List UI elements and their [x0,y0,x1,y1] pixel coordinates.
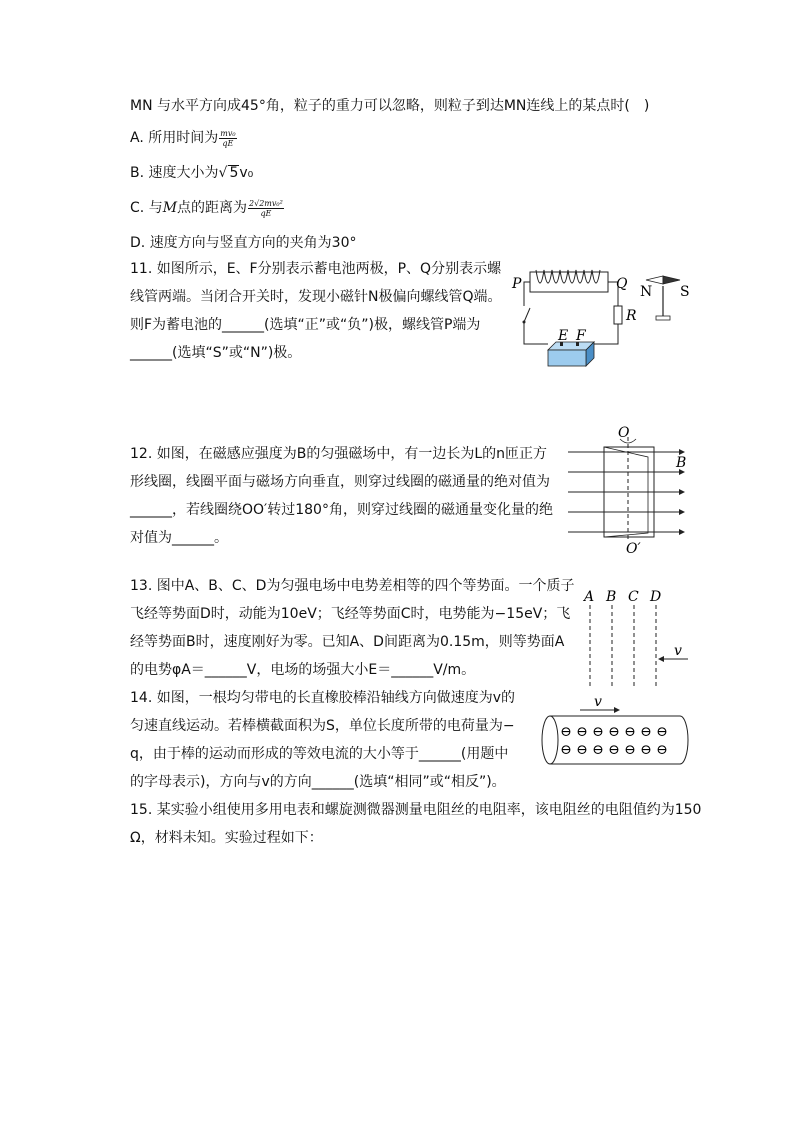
svg-text:⊖: ⊖ [608,742,620,758]
svg-text:⊖: ⊖ [560,724,572,740]
q12-magnetic-field-figure [564,425,698,557]
label-b: B [676,455,687,471]
option-b-label: B. [130,165,145,181]
label-n: N [640,284,653,300]
battery [548,342,594,366]
q14-line-4: 的字母表示)，方向与v的方向______(选填“相同”或“相反”)。 [130,774,506,790]
q10-option-a [130,128,237,148]
label-o-prime: O′ [626,541,641,557]
svg-text:⊖: ⊖ [656,742,668,758]
q14-line-2: 匀速直线运动。若棒横截面积为S，单位长度所带的电荷量为− [130,718,515,734]
option-c-var: M [162,200,178,216]
q12-line-3: ______，若线圈绕OO′转过180°角，则穿过线圈的磁通量变化量的绝 [130,502,553,518]
q10-stem: MN 与水平方向成45°角，粒子的重力可以忽略，则粒子到达MN连线上的某点时( ) [130,98,650,114]
svg-text:⊖: ⊖ [656,724,668,740]
svg-text:⊖: ⊖ [576,724,588,740]
field-lines [568,452,687,532]
q11-line-3: 则F为蓄电池的______(选填“正”或“负”)极，螺线管P端为 [130,317,481,333]
q11-circuit-figure [508,262,704,370]
switch-contact [523,321,526,324]
svg-text:⊖: ⊖ [592,742,604,758]
negative-charges [560,724,668,758]
equipotential-surfaces [590,605,656,689]
option-d-label: D. [130,235,146,251]
q13-line-4: 的电势φA＝______V，电场的场强大小E＝______V/m。 [130,662,476,678]
q12-line-1: 12. 如图，在磁感应强度为B的匀强磁场中，有一边长为L的n匝正方 [130,446,547,462]
switch [524,308,530,322]
svg-text:⊖: ⊖ [640,724,652,740]
velocity-arrowhead [658,656,664,662]
option-a-label: A. [130,130,144,146]
svg-text:⊖: ⊖ [592,724,604,740]
q10-option-c [130,198,284,218]
q11-line-4: ______(选填“S”或“N”)极。 [130,345,302,361]
option-c-text-after: 点的距离为 [177,200,248,216]
q15-line-1: 15. 某实验小组使用多用电表和螺旋测微器测量电阻丝的电阻率，该电阻丝的电阻值约为150 [130,802,702,818]
q13-line-3: 经等势面B时，速度刚好为零。已知A、D间距离为0.15m，则等势面A [130,634,565,650]
option-b-radicand: 5 [229,165,239,181]
label-d: D [650,589,662,605]
option-a-text: 所用时间为 [148,130,219,146]
q14-line-3: q，由于棒的运动而形成的等效电流的大小等于______(用题中 [130,746,509,762]
label-v: v [594,694,602,710]
q14-line-1: 14. 如图，一根均匀带电的长直橡胶棒沿轴线方向做速度为v的 [130,690,515,706]
q13-equipotential-figure [578,585,690,695]
option-b-text: 速度大小为 [148,165,219,181]
q10-option-b: B. 速度大小为√ 5v₀ [130,165,254,181]
label-q: Q [616,276,628,292]
label-o: O [618,425,630,441]
label-b: B [606,589,617,605]
q14-rod-figure [540,694,692,772]
circuit-wire [524,282,618,344]
q13-line-1: 13. 图中A、B、C、D为匀强电场中电势差相等的四个等势面。一个质子 [130,578,575,594]
q12-line-2: 形线圈，线圈平面与磁场方向垂直，则穿过线圈的磁通量的绝对值为 [130,474,550,490]
q12-line-4: 对值为______。 [130,530,228,546]
q15-line-2: Ω，材料未知。实验过程如下： [130,830,323,846]
label-s: S [680,284,690,300]
label-c: C [628,589,639,605]
label-f: F [576,328,586,344]
option-c-label: C. [130,200,145,216]
q13-line-2: 飞经等势面D时，动能为10eV；飞经等势面C时，电势能为−15eV；飞 [130,606,571,622]
label-e: E [558,328,569,344]
label-r: R [626,308,637,324]
svg-text:⊖: ⊖ [624,724,636,740]
resistor [614,306,622,324]
label-a: A [584,589,595,605]
option-c-text: 与 [148,200,163,216]
q11-line-2: 线管两端。当闭合开关时，发现小磁针N极偏向螺线管Q端。 [130,289,502,305]
option-b-unit: v₀ [239,165,254,181]
velocity-arrowhead [614,707,620,713]
svg-text:⊖: ⊖ [624,742,636,758]
label-p: P [512,276,522,292]
q11-line-1: 11. 如图所示，E、F分别表示蓄电池两极，P、Q分别表示螺 [130,261,502,277]
label-v: v [674,643,682,659]
option-a-fraction: $\frac{\text{mv₀}}{qE}$ [220,128,236,148]
option-d-text: 速度方向与竖直方向的夹角为30° [149,235,357,251]
q10-option-d [130,233,357,253]
option-c-fraction: $\frac{\text{2√2mv₀²}}{qE}$ [249,198,283,218]
svg-text:⊖: ⊖ [576,742,588,758]
svg-text:⊖: ⊖ [608,724,620,740]
svg-text:⊖: ⊖ [560,742,572,758]
svg-text:⊖: ⊖ [640,742,652,758]
